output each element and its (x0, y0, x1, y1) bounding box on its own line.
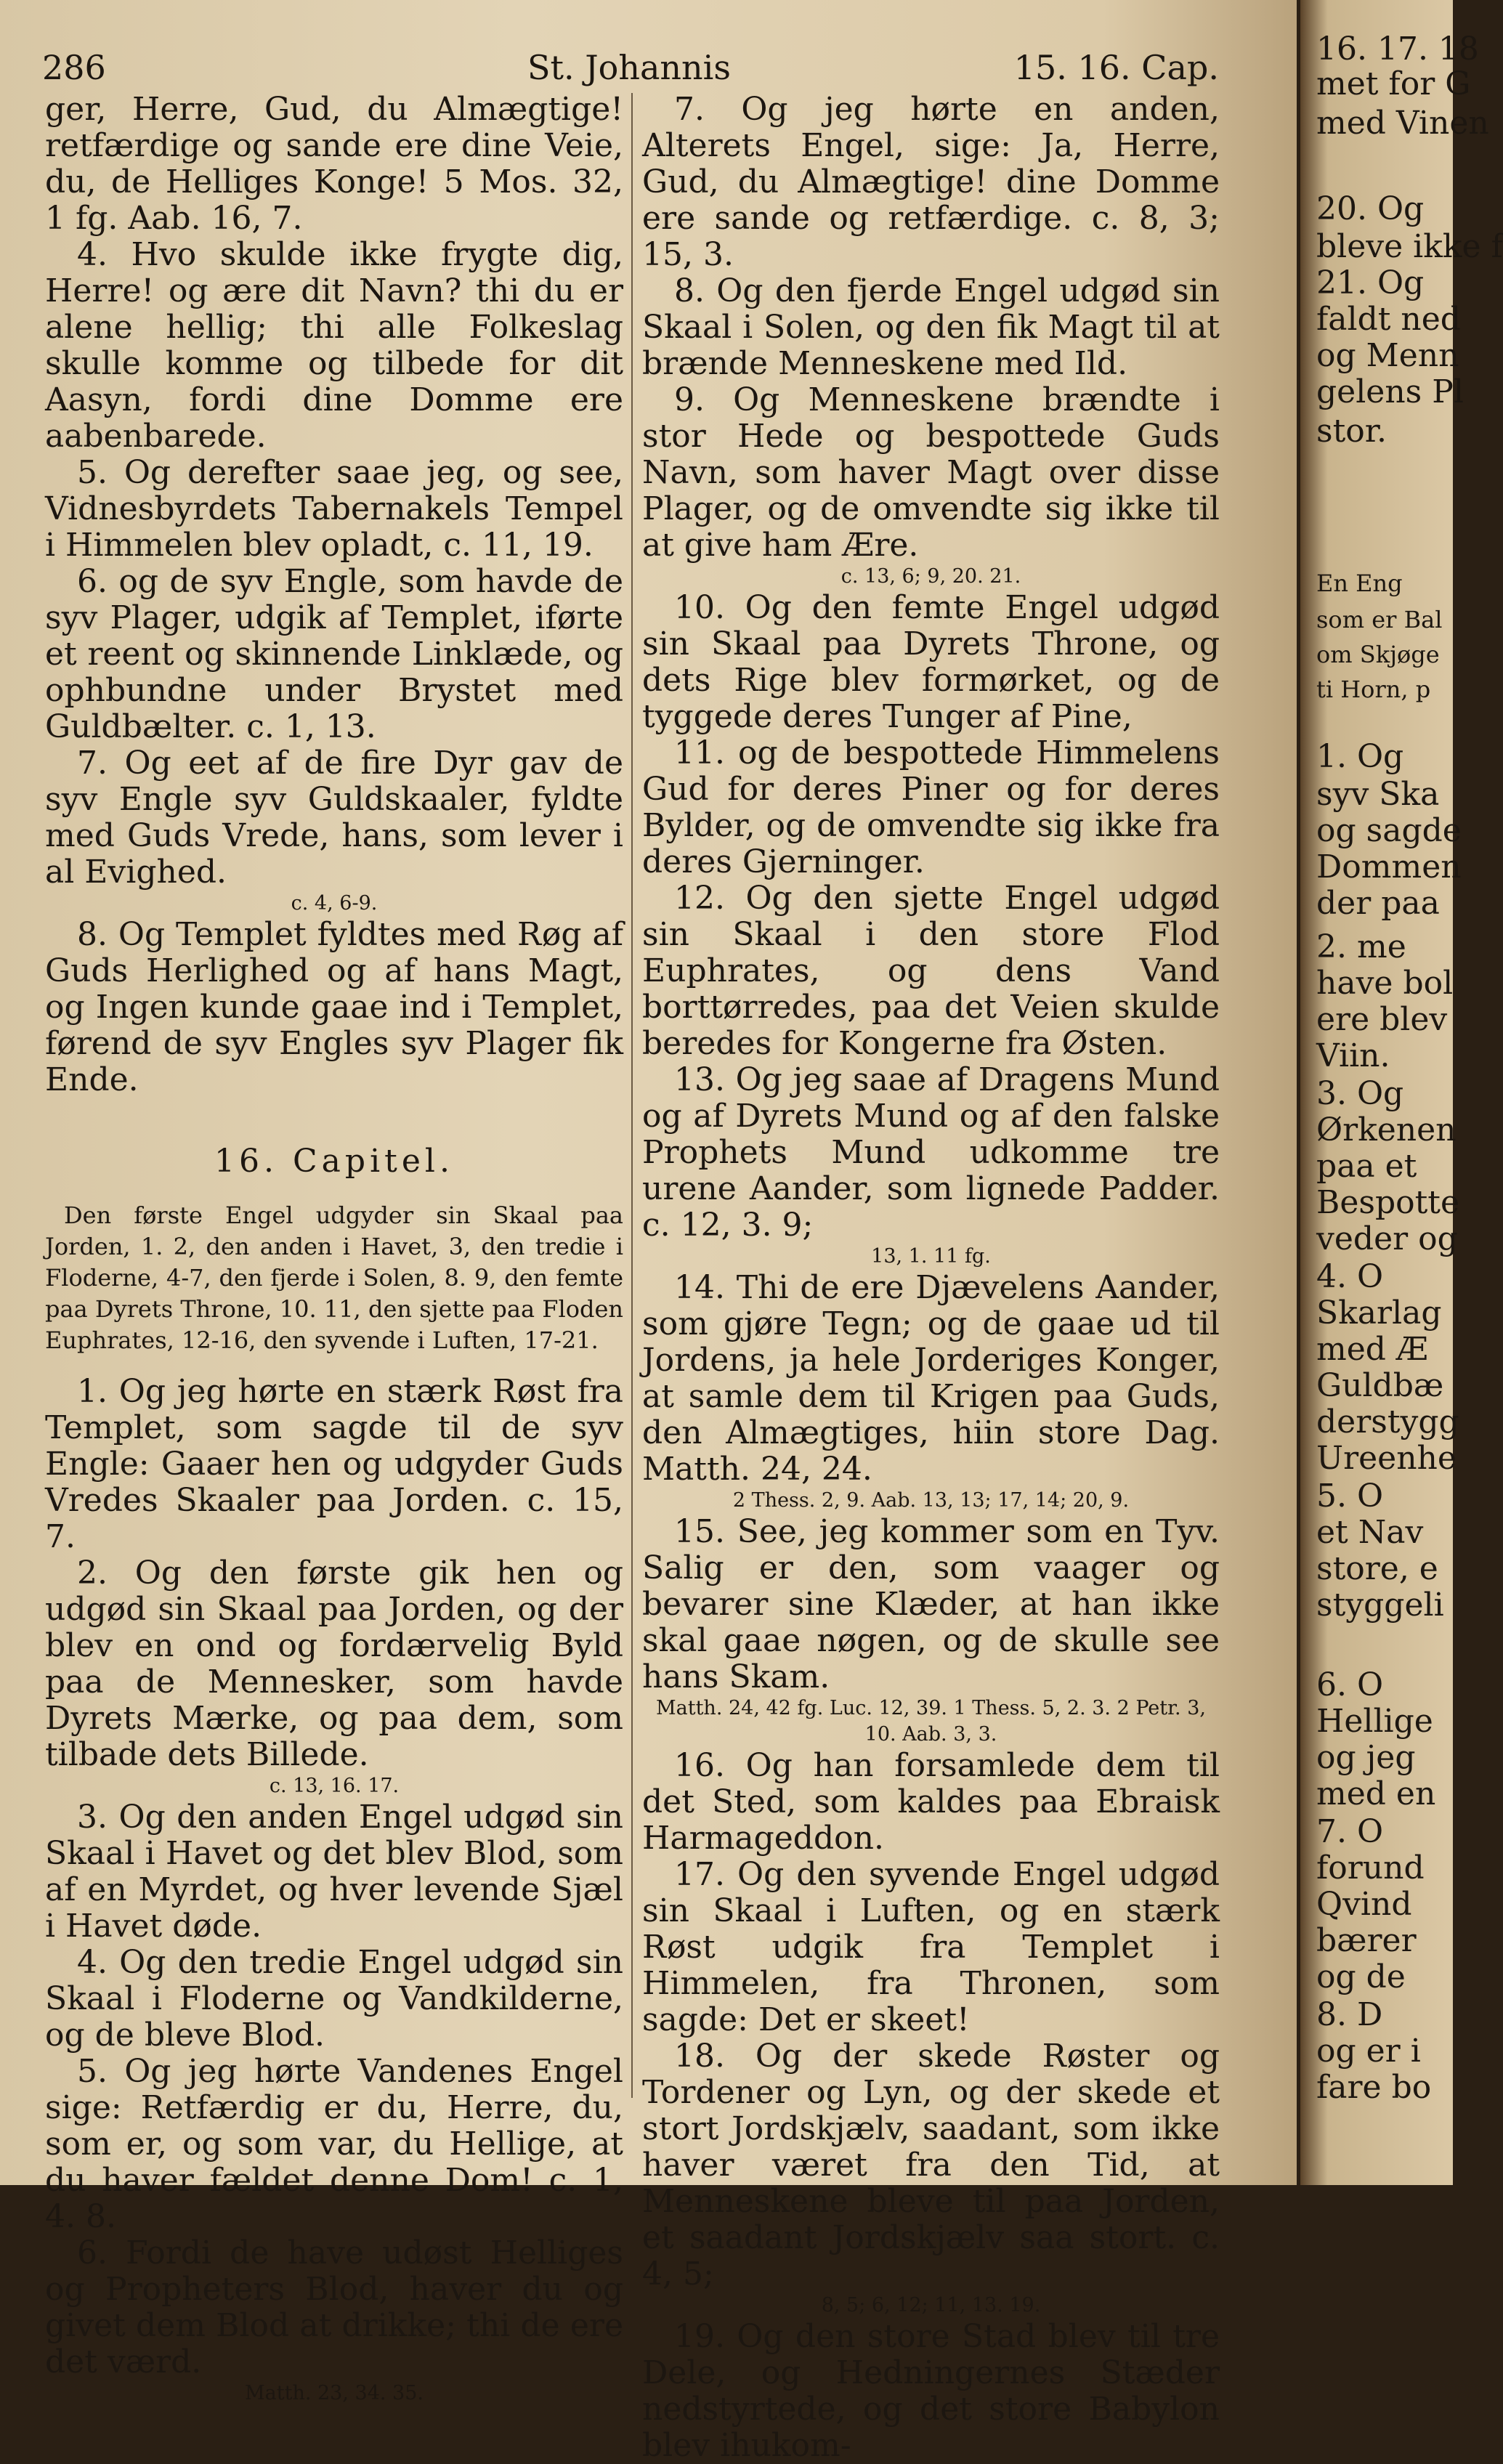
facing-page-line: 5. O (1316, 1478, 1384, 1515)
facing-page-line: Bespotte (1316, 1184, 1460, 1221)
verse: 12. Og den sjette Engel udgød sin Skaal i den store Flod Euphrates, og dens Vand borttørredes, paa det Veien skulde beredes for Kongerne fra Østen. (642, 880, 1220, 1062)
facing-page-line: 20. Og (1316, 190, 1425, 227)
verse: 19. Og den store Stad blev til tre Dele, og Hedningernes Stæder nedstyrtede, og det store Babylon blev ihukom- (642, 2318, 1220, 2464)
facing-page-line: En Eng (1316, 570, 1403, 597)
left-column (45, 92, 623, 2407)
verse: 5. Og derefter saae jeg, og see, Vidnesbyrdets Tabernakels Tempel i Himmelen blev opladt, c. 11, 19. (45, 454, 623, 564)
cross-reference: Matth. 23, 34. 35. (245, 2382, 424, 2404)
facing-page-fragment (1300, 0, 1503, 2185)
cross-reference: 8, 5; 6, 12; 11, 13. 19. (821, 2294, 1041, 2317)
verse: 15. See, jeg kommer som en Tyv. Salig er den, som vaager og bevarer sine Klæder, at han ikke skal gaae nøgen, og de skulle see hans Skam. (642, 1513, 1220, 1695)
verse: 8. Og Templet fyldtes med Røg af Guds Herlighed og af hans Magt, og Ingen kunde gaae ind i Templet, førend de syv Engles syv Plager fik Ende. (45, 916, 623, 1098)
verse: 5. Og jeg hørte Vandenes Engel sige: Retfærdig er du, Herre, du, som er, og som var, du Hellige, at du haver fældet denne Dom! c. 1, 4. 8. (45, 2053, 623, 2235)
verse: 1. Og jeg hørte en stærk Røst fra Templet, som sagde til de syv Engle: Gaaer hen og udgyder Guds Vredes Skaaler paa Jorden. c. 15, 7. (45, 1373, 623, 1555)
verse: 14. Thi de ere Djævelens Aander, som gjøre Tegn; og de gaae ud til Jordens, ja hele Jorderiges Konger, at samle dem til Krigen paa Guds, den Almægtiges, hiin store Dag. Matth. 24, 24. (642, 1269, 1220, 1488)
chapter-range: 15. 16. Cap. (1013, 48, 1219, 87)
facing-page-line: met for G (1316, 65, 1471, 102)
verse: 2. Og den første gik hen og udgød sin Skaal paa Jorden, og der blev en ond og fordærvelig Byld paa de Mennesker, som havde Dyrets Mærke, og paa dem, som tilbade dets Billede. (45, 1555, 623, 1773)
facing-page-line: Skarlag (1316, 1294, 1442, 1332)
facing-page-line: ere blev (1316, 1001, 1448, 1038)
cross-reference: 13, 1. 11 fg. (871, 1245, 991, 1268)
facing-page-line: Ørkenen (1316, 1111, 1457, 1148)
verse: 4. Hvo skulde ikke frygte dig, Herre! og ære dit Navn? thi du er alene hellig; thi alle Folkeslag skulle komme og tilbede for dit Aasyn, fordi dine Domme ere aabenbarede. (45, 236, 623, 455)
facing-page-line: Viin. (1316, 1037, 1390, 1074)
chapter-summary: Den første Engel udgyder sin Skaal paa Jorden, 1. 2, den anden i Havet, 3, den tredie i Floderne, 4-7, den fjerde i Solen, 8. 9, den femte paa Dyrets Throne, 10. 11, den sjette paa Floden Euphrates, 12-16, den syvende i Luften, 17-21. (45, 1201, 623, 1354)
facing-page-line: paa et (1316, 1148, 1417, 1185)
verse: 6. og de syv Engle, som havde de syv Plager, udgik af Templet, iførte et reent og skinnende Linklæde, og ophbundne under Brystet med Guldbælter. c. 1, 13. (45, 563, 623, 745)
facing-page-line: Dommen (1316, 848, 1462, 885)
facing-page-line: og er i (1316, 2033, 1421, 2070)
running-title: St. Johannis (527, 48, 731, 87)
verse: 7. Og eet af de fire Dyr gav de syv Engle syv Guldskaaler, fyldte med Guds Vrede, hans, som lever i al Evighed. (45, 745, 623, 891)
right-column (642, 92, 1220, 2464)
verse: 9. Og Menneskene brændte i stor Hede og bespottede Guds Navn, som haver Magt over disse Plager, og de omvendte sig ikke til at give ham Ære. (642, 381, 1220, 564)
verse: 3. Og den anden Engel udgød sin Skaal i Havet og det blev Blod, som af en Myrdet, og hver levende Sjæl i Havet døde. (45, 1799, 623, 1945)
facing-page-line: Ureenhe (1316, 1440, 1457, 1477)
verse: 18. Og der skede Røster og Tordener og Lyn, og der skede et stort Jordskjælv, saadant, som ikke haver været fra den Tid, at Menneskene bleve til paa Jorden, et saadant Jordskjælv saa stort. c. 4, 5; (642, 2038, 1220, 2293)
facing-page-line: ti Horn, p (1316, 676, 1431, 703)
facing-page-line: Guldbæ (1316, 1367, 1444, 1404)
cross-reference: Matth. 24, 42 fg. Luc. 12, 39. 1 Thess. 5, 2. 3. 2 Petr. 3, 10. Aab. 3, 3. (655, 1697, 1206, 1746)
cross-reference: c. 4, 6-9. (291, 892, 378, 915)
facing-page-line: forund (1316, 1849, 1425, 1886)
cross-reference: 2 Thess. 2, 9. Aab. 13, 13; 17, 14; 20, 9. (732, 1489, 1130, 1512)
facing-page-line: 8. D (1316, 1996, 1383, 2033)
facing-page-line: og de (1316, 1958, 1406, 1995)
facing-page-line: om Skjøge (1316, 641, 1440, 668)
facing-page-line: have bol (1316, 965, 1454, 1002)
chapter-heading: 16. Capitel. (214, 1143, 454, 1180)
facing-page-line: derstygg (1316, 1403, 1459, 1440)
facing-page-line: 21. Og (1316, 264, 1425, 301)
facing-page-line: gelens Pl (1316, 373, 1464, 410)
facing-page-line: styggeli (1316, 1586, 1444, 1624)
facing-page-line: og Menn (1316, 337, 1459, 374)
verse: ger, Herre, Gud, du Almægtige! retfærdige og sande ere dine Veie, du, de Helliges Konge! 5 Mos. 32, 1 fg. Aab. 16, 7. (45, 91, 623, 237)
facing-page-line: bleve ikke f (1316, 228, 1503, 265)
facing-page-line: der paa (1316, 885, 1440, 922)
facing-page-line: og jeg (1316, 1739, 1416, 1776)
facing-page-line: veder og (1316, 1220, 1458, 1257)
facing-page-line: 6. O (1316, 1666, 1384, 1703)
facing-page-line: og sagde (1316, 812, 1462, 849)
verse: 13. Og jeg saae af Dragens Mund og af Dyrets Mund og af den falske Prophets Mund udkomme tre urene Aander, som lignede Padder. c. 12, 3. 9; (642, 1061, 1220, 1244)
facing-page-line: med Æ (1316, 1331, 1428, 1368)
facing-page-line: 16. 17. 18 (1316, 31, 1479, 68)
verse: 4. Og den tredie Engel udgød sin Skaal i Floderne og Vandkilderne, og de bleve Blod. (45, 1944, 623, 2054)
facing-page-line: et Nav (1316, 1514, 1424, 1551)
facing-page-line: 4. O (1316, 1258, 1384, 1295)
facing-page-line: syv Ska (1316, 776, 1440, 813)
verse: 11. og de bespottede Himmelens Gud for deres Piner og for deres Bylder, og de omvendte sig ikke fra deres Gjerninger. (642, 734, 1220, 880)
facing-page-line: 2. me (1316, 928, 1406, 965)
cross-reference: c. 13, 6; 9, 20. 21. (840, 565, 1021, 588)
page-number: 286 (42, 48, 106, 87)
verse: 7. Og jeg hørte en anden, Alterets Engel, sige: Ja, Herre, Gud, du Almægtige! dine Domme ere sande og retfærdige. c. 8, 3; 15, 3. (642, 91, 1220, 273)
cross-reference: c. 13, 16. 17. (269, 1775, 400, 1797)
facing-page-line: 7. O (1316, 1813, 1384, 1850)
facing-page-line: store, e (1316, 1550, 1438, 1587)
facing-page-line: bærer (1316, 1922, 1417, 1959)
facing-page-line: fare bo (1316, 2069, 1432, 2106)
verse: 10. Og den femte Engel udgød sin Skaal paa Dyrets Throne, og dets Rige blev formørket, og de tyggede deres Tunger af Pine, (642, 589, 1220, 735)
facing-page-line: 1. Og (1316, 738, 1404, 775)
facing-page-line: Hellige (1316, 1703, 1433, 1740)
facing-page-line: 3. Og (1316, 1075, 1404, 1112)
facing-page-line: faldt ned (1316, 301, 1461, 338)
verse: 8. Og den fjerde Engel udgød sin Skaal i Solen, og den fik Magt til at brænde Menneskene med Ild. (642, 272, 1220, 382)
verse: 16. Og han forsamlede dem til det Sted, som kaldes paa Ebraisk Harmageddon. (642, 1747, 1220, 1857)
column-divider (631, 93, 633, 2098)
verse: 17. Og den syvende Engel udgød sin Skaal i Luften, og en stærk Røst udgik fra Templet i Himmelen, fra Thronen, som sagde: Det er skeet! (642, 1856, 1220, 2038)
facing-page-line: stor. (1316, 413, 1387, 450)
facing-page-line: med Vinen (1316, 105, 1489, 142)
facing-page-line: som er Bal (1316, 606, 1443, 633)
facing-page-line: Qvind (1316, 1886, 1412, 1923)
page-header (42, 48, 1219, 92)
verse: 6. Fordi de have udøst Helliges og Propheters Blod, haver du og givet dem Blod at drikke; thi de ere det værd. (45, 2234, 623, 2380)
facing-page-line: med en (1316, 1775, 1436, 1812)
